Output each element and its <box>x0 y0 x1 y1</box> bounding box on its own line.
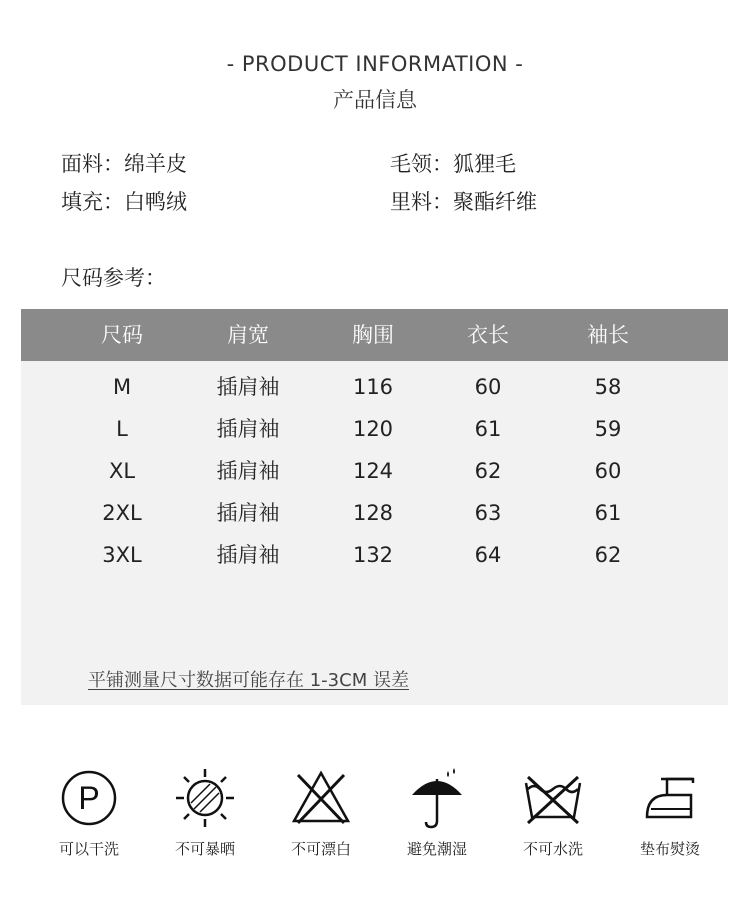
svg-text:P: P <box>78 780 100 816</box>
spec-label: 填充： <box>61 190 124 214</box>
spec-label: 里料： <box>390 190 453 214</box>
size-table <box>21 309 728 705</box>
table-row <box>21 450 728 492</box>
header-chest: 胸围 <box>352 323 394 347</box>
measurement-note: 平铺测量尺寸数据可能存在 1-3CM 误差 <box>88 670 409 691</box>
header-length: 衣长 <box>467 323 509 347</box>
spec-value: 狐狸毛 <box>453 152 516 176</box>
no-wash-icon <box>520 765 586 831</box>
care-label: 可以干洗 <box>58 840 119 858</box>
spec-fabric <box>61 148 187 178</box>
cell-sleeve: 58 <box>594 375 622 399</box>
care-item <box>382 765 492 875</box>
cell-length: 64 <box>474 543 502 567</box>
cell-size: XL <box>108 459 136 483</box>
header-shoulder: 肩宽 <box>227 323 269 347</box>
cell-length: 60 <box>474 375 502 399</box>
cell-size: 3XL <box>102 543 142 567</box>
cell-sleeve: 62 <box>594 543 622 567</box>
spec-filling <box>61 186 187 216</box>
cell-size: M <box>112 375 132 399</box>
cell-size: L <box>116 417 128 441</box>
care-item <box>615 765 725 875</box>
spec-label: 面料： <box>61 152 124 176</box>
cell-chest: 124 <box>352 459 394 483</box>
spec-collar <box>390 148 516 178</box>
care-item <box>266 765 376 875</box>
title-english: - PRODUCT INFORMATION - <box>226 52 524 76</box>
spec-value: 绵羊皮 <box>124 152 187 176</box>
care-label: 避免潮湿 <box>406 840 467 858</box>
title-chinese: 产品信息 <box>333 88 417 112</box>
size-reference-label: 尺码参考： <box>61 266 166 290</box>
care-label: 不可水洗 <box>522 840 583 858</box>
cell-shoulder: 插肩袖 <box>216 375 280 399</box>
cell-sleeve: 60 <box>594 459 622 483</box>
table-row <box>21 492 728 534</box>
cell-length: 63 <box>474 501 502 525</box>
table-header <box>21 309 728 361</box>
spec-value: 白鸭绒 <box>124 190 187 214</box>
care-label: 不可漂白 <box>290 840 351 858</box>
cell-length: 62 <box>474 459 502 483</box>
cell-chest: 116 <box>352 375 394 399</box>
cell-chest: 132 <box>352 543 394 567</box>
table-row <box>21 534 728 576</box>
cell-sleeve: 61 <box>594 501 622 525</box>
umbrella-icon <box>404 765 470 831</box>
care-item <box>34 765 144 875</box>
header-sleeve: 袖长 <box>587 323 629 347</box>
spec-lining <box>390 186 537 216</box>
care-item <box>498 765 608 875</box>
care-item <box>150 765 260 875</box>
table-row <box>21 366 728 408</box>
care-label: 垫布熨烫 <box>639 840 700 858</box>
cell-shoulder: 插肩袖 <box>216 417 280 441</box>
cell-chest: 128 <box>352 501 394 525</box>
cell-shoulder: 插肩袖 <box>216 543 280 567</box>
header-size: 尺码 <box>101 323 143 347</box>
care-label: 不可暴晒 <box>174 840 235 858</box>
cell-sleeve: 59 <box>594 417 622 441</box>
spec-value: 聚酯纤维 <box>453 190 537 214</box>
cell-length: 61 <box>474 417 502 441</box>
cell-chest: 120 <box>352 417 394 441</box>
spec-label: 毛领： <box>390 152 453 176</box>
table-row <box>21 408 728 450</box>
dry-clean-p-icon <box>56 765 122 831</box>
cell-shoulder: 插肩袖 <box>216 501 280 525</box>
cell-shoulder: 插肩袖 <box>216 459 280 483</box>
no-sun-icon <box>172 765 238 831</box>
cell-size: 2XL <box>102 501 142 525</box>
no-bleach-icon <box>288 765 354 831</box>
iron-icon <box>637 765 703 831</box>
